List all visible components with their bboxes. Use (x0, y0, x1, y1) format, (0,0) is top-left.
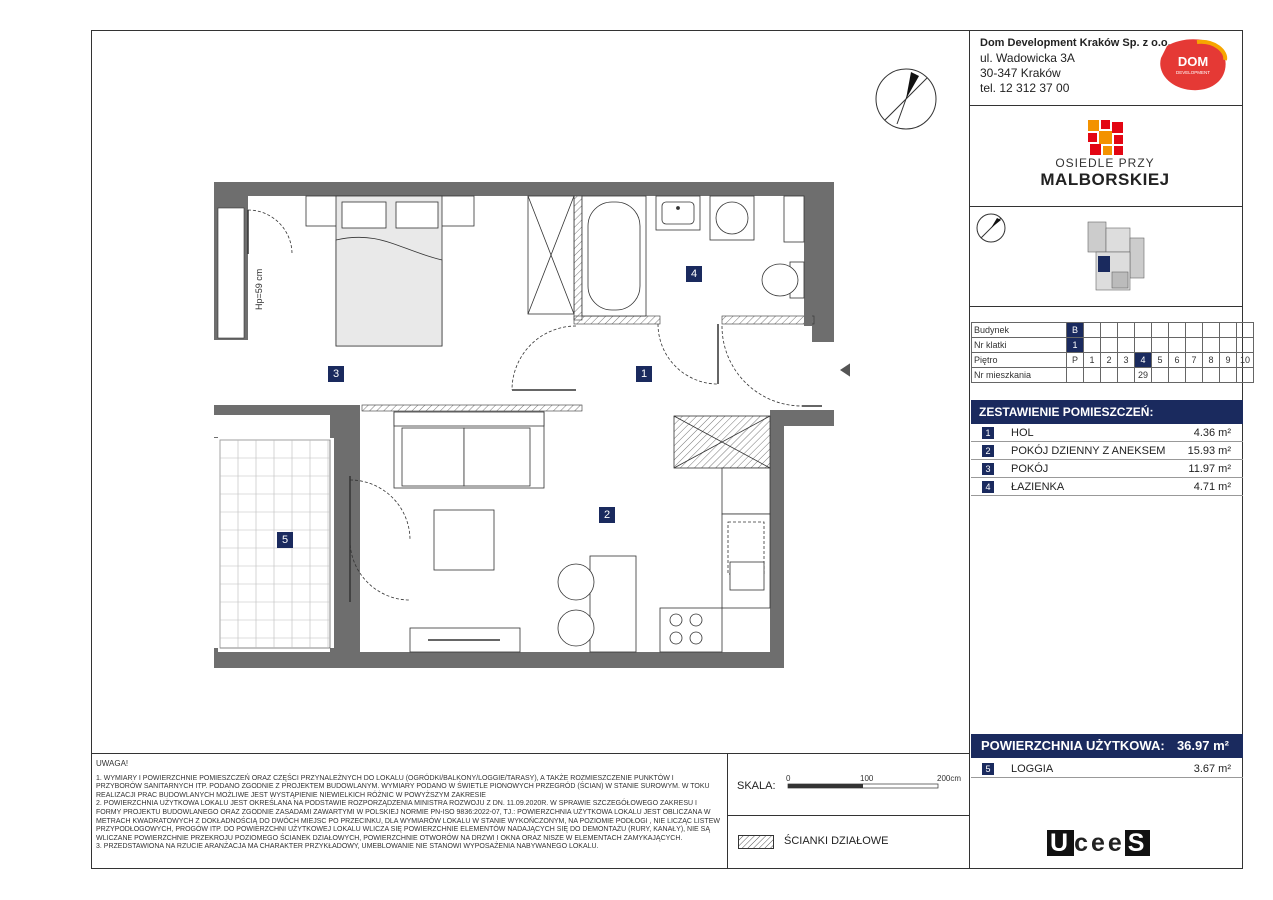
panel-divider (969, 30, 970, 869)
coffee-table-icon (434, 510, 494, 570)
ucees-letter: c (1074, 829, 1091, 857)
bottom-rule (727, 815, 969, 816)
grid-cell: 10 (1237, 353, 1254, 368)
company-phone: tel. 12 312 37 00 (980, 81, 1070, 95)
panel-rule (969, 206, 1243, 207)
grid-cell (1203, 338, 1220, 353)
room-name: POKÓJ DZIENNY Z ANEKSEM (1011, 445, 1166, 457)
room-area: 3.67 m² (1193, 763, 1231, 775)
room-number: 5 (982, 763, 994, 775)
grid-cell (1118, 338, 1135, 353)
grid-cell (1237, 368, 1254, 383)
grid-cell: 2 (1101, 353, 1118, 368)
room-name: HOL (1011, 427, 1034, 439)
room-number: 2 (982, 445, 994, 457)
bottom-divider (727, 753, 728, 869)
grid-cell (1084, 323, 1101, 338)
project-name (1030, 118, 1180, 190)
note-2: 2. POWIERZCHNIA UŻYTKOWA LOKALU JEST OKREŚLANA NA PODSTAWIE ROZPORZĄDZENIA MINISTRA ROZWOJU Z DN. 11.09.2020R. W SPRAWIE SZCZEGÓŁOWEGO ZAKRESU I FORMY PROJEKTU BUDOWLANEGO ORAZ ZGODNIE ZASADAMI ZAWARTYMI W POLSKIEJ NORMIE PN-ISO 9836:2022-07, TJ.: POWIERZCHNIA UŻYTKOWA LOKALU JEST OBLICZANA W METRACH KWADRATOWYCH Z DOKŁADNOŚCIĄ DO DWÓCH MIEJSC PO PRZECINKU, DLA WYMIARÓW LOKALU W STANIE WYKOŃCZONYM, NA POZIOMIE PODŁOGI , NIE LICZĄC LISTEW PRZYPODŁOGOWYCH, PROGÓW ITP. DO POWIERZCHNI UŻYTKOWEJ LOKALU WLICZA SIĘ POWIERZCHNIE ELEMENTÓW NADAJĄCYCH SIĘ DO DEMONTAŻU (RURY, KANAŁY), NIE SĄ WLICZANE POWIERZCHNIE PRZEKROJU POZIOMEGO ŚCIANEK DZIAŁOWYCH, POWIERZCHNIE OTWORÓW NA DRZWI I OKNA ORAZ NISZE W ELEMENTACH ZAMYKAJĄCYCH. (96, 800, 720, 842)
grid-cell: 6 (1169, 353, 1186, 368)
location-grid (971, 322, 1254, 383)
grid-cell (1169, 323, 1186, 338)
toilet-icon (762, 262, 804, 298)
entrance-arrow-icon (840, 362, 850, 378)
grid-cell (1186, 323, 1203, 338)
scale-label: SKALA: (737, 780, 776, 792)
grid-row (972, 353, 1254, 368)
grid-cell (1220, 368, 1237, 383)
total-label: POWIERZCHNIA UŻYTKOWA: (981, 738, 1165, 753)
grid-cell: 8 (1203, 353, 1220, 368)
tv-console-icon (410, 628, 520, 652)
grid-row-label: Piętro (972, 353, 1067, 368)
partition-hatch-icon (738, 835, 774, 849)
room-name: LOGGIA (1011, 763, 1054, 775)
compass-north-icon (873, 66, 939, 132)
grid-row (972, 323, 1254, 338)
grid-cell: P (1067, 353, 1084, 368)
grid-row (972, 368, 1254, 383)
loggia-row (971, 760, 1243, 778)
ucees-letter: U (1047, 830, 1074, 856)
grid-cell (1084, 368, 1101, 383)
washing-machine-icon (710, 196, 754, 240)
panel-rule (969, 306, 1243, 307)
room-badge-2: 2 (599, 507, 615, 523)
grid-cell (1237, 323, 1254, 338)
company-info (980, 36, 1171, 96)
compass-small-icon (975, 212, 1007, 244)
scale-tick-100: 100 (860, 774, 874, 783)
grid-cell (1067, 368, 1084, 383)
grid-cell (1101, 323, 1118, 338)
grid-cell: 7 (1186, 353, 1203, 368)
grid-cell (1186, 338, 1203, 353)
grid-cell: 29 (1135, 368, 1152, 383)
bottom-rule (91, 753, 969, 754)
bathtub-icon (582, 196, 646, 316)
grid-cell: 1 (1084, 353, 1101, 368)
grid-cell (1118, 323, 1135, 338)
notes-title: UWAGA! (96, 759, 129, 768)
grid-cell (1152, 338, 1169, 353)
floor-plan (200, 170, 850, 680)
legend-partitions: ŚCIANKI DZIAŁOWE (784, 835, 889, 847)
bed-icon (306, 196, 474, 346)
ucees-letter: e (1090, 829, 1108, 857)
panel-rule (969, 105, 1243, 106)
grid-cell: 3 (1118, 353, 1135, 368)
grid-cell: 4 (1135, 353, 1152, 368)
room-badge-4: 4 (686, 266, 702, 282)
loggia-tiles (220, 440, 330, 648)
sofa-icon (394, 412, 544, 488)
dom-development-logo (1157, 38, 1229, 92)
room-number: 3 (982, 463, 994, 475)
project-line1: OSIEDLE PRZY (1055, 156, 1155, 170)
scale-tick-0: 0 (786, 774, 791, 783)
ucees-logo (1047, 829, 1150, 858)
ucees-letter: e (1107, 829, 1125, 857)
room-area: 4.71 m² (1193, 481, 1231, 493)
ucees-letter: S (1125, 830, 1151, 856)
grid-cell (1220, 338, 1237, 353)
grid-cell (1135, 323, 1152, 338)
grid-cell (1101, 368, 1118, 383)
grid-cell (1135, 338, 1152, 353)
note-3: 3. PRZEDSTAWIONA NA RZUCIE ARANŻACJA MA CHARAKTER PRZYKŁADOWY, UMEBLOWANIE NIE STANOWI WYPOSAŻENIA NABYWANEGO LOKALU. (96, 843, 599, 851)
logo-text-dom: DOM (1177, 54, 1209, 69)
room-name: POKÓJ (1011, 463, 1049, 475)
grid-cell (1220, 323, 1237, 338)
room-badge-5: 5 (277, 532, 293, 548)
scale-bar (782, 772, 972, 798)
sink-icon (656, 196, 700, 230)
grid-cell (1101, 338, 1118, 353)
room-row (971, 460, 1243, 478)
grid-cell: 9 (1220, 353, 1237, 368)
wardrobe-icon (528, 196, 574, 314)
logo-text-development: DEVELOPMENT (1175, 70, 1211, 75)
note-1: 1. WYMIARY I POWIERZCHNIE POMIESZCZEŃ ORAZ CZĘŚCI PRZYNALEŻNYCH DO LOKALU (OGRÓDKI/BALKONY/LOGGIE/TARASY), A TAKŻE ROZMIESZCZENIE PUNKTÓW I PRZYBORÓW SANITARNYCH ITP. PODANO ZGODNIE Z PROJEKTEM BUDOWLANYM. WYMIARY PODANO W ŚWIETLE PIONOWYCH PRZEGRÓD (ŚCIAN) W STANIE SUROWYM. W TOKU REALIZACJI PRAC BUDOWLANYCH MOŻLIWE JEST WYSTĄPIENIE NIEWIELKICH RÓŻNIC W POWYŻSZYM ZAKRESIE (96, 774, 710, 799)
notes-block (96, 760, 720, 852)
total-area (971, 734, 1243, 758)
kitchen-icon (558, 416, 770, 652)
room-badge-1: 1 (636, 366, 652, 382)
room-number: 4 (982, 481, 994, 493)
company-street: ul. Wadowicka 3A (980, 51, 1075, 65)
rooms-header: ZESTAWIENIE POMIESZCZEŃ: (971, 400, 1243, 424)
scale-tick-200: 200cm (937, 774, 962, 783)
key-plan-icon (1086, 220, 1146, 296)
room-area: 15.93 m² (1187, 445, 1231, 457)
grid-cell (1152, 323, 1169, 338)
grid-cell (1118, 368, 1135, 383)
grid-row (972, 338, 1254, 353)
grid-cell (1169, 338, 1186, 353)
grid-row-label: Nr klatki (972, 338, 1067, 353)
grid-cell: 5 (1152, 353, 1169, 368)
room-badge-3: 3 (328, 366, 344, 382)
project-line2: MALBORSKIEJ (1040, 170, 1170, 189)
room-area: 4.36 m² (1193, 427, 1231, 439)
grid-row-label: Budynek (972, 323, 1067, 338)
room-row (971, 424, 1243, 442)
grid-cell (1152, 368, 1169, 383)
grid-cell (1237, 338, 1254, 353)
room-area: 11.97 m² (1188, 463, 1231, 475)
grid-cell: 1 (1067, 338, 1084, 353)
grid-cell (1084, 338, 1101, 353)
company-name: Dom Development Kraków Sp. z o.o. (980, 37, 1171, 49)
grid-cell (1203, 323, 1220, 338)
grid-cell (1186, 368, 1203, 383)
room-number: 1 (982, 427, 994, 439)
grid-row-label: Nr mieszkania (972, 368, 1067, 383)
window-height-label: Hp=59 cm (254, 268, 264, 310)
room-name: ŁAZIENKA (1011, 481, 1065, 493)
total-value: 36.97 m² (1176, 738, 1229, 753)
grid-cell (1203, 368, 1220, 383)
grid-cell: B (1067, 323, 1084, 338)
room-row (971, 442, 1243, 460)
grid-cell (1169, 368, 1186, 383)
room-row (971, 478, 1243, 496)
company-city: 30-347 Kraków (980, 66, 1061, 80)
